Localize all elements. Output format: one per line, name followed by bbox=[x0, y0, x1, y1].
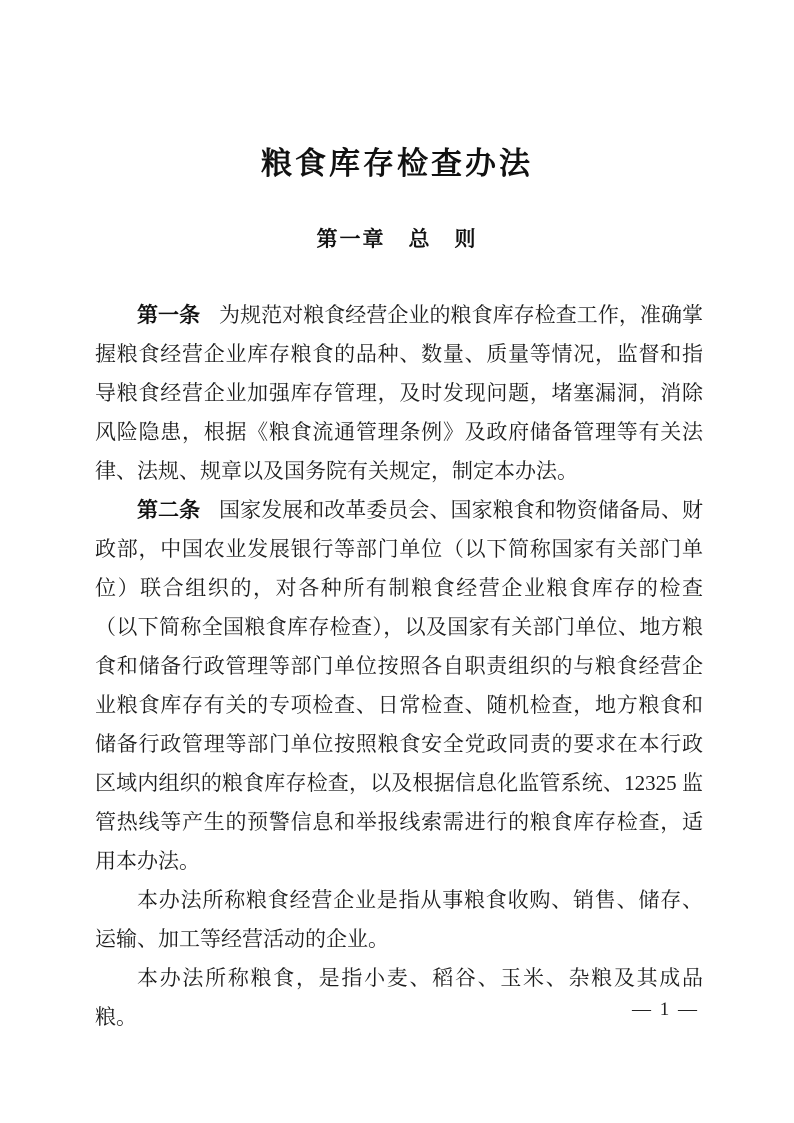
paragraph-3-text: 本办法所称粮食经营企业是指从事粮食收购、销售、储存、运输、加工等经营活动的企业。 bbox=[95, 888, 703, 951]
document-title: 粮食库存检查办法 bbox=[261, 146, 533, 181]
paragraph-article-1 bbox=[95, 296, 703, 491]
article-2-text: 国家发展和改革委员会、国家粮食和物资储备局、财政部，中国农业发展银行等部门单位（以下简称国家有关部门单位）联合组织的，对各种所有制粮食经营企业粮食库存的检查（以下简称全国粮食库存检查），以及国家有关部门单位、地方粮食和储备行政管理等部门单位按照各自职责组织的与粮食经营企业粮食库存有关的专项检查、日常检查、随机检查，地方粮食和储备行政管理等部门单位按照粮食安全党政同责的要求在本行政区域内组织的粮食库存检查，以及根据信息化监管系统、12325 监管热线等产生的预警信息和举报线索需进行的粮食库存检查，适用本办法。 bbox=[95, 498, 704, 873]
paragraph-definition-enterprise bbox=[95, 881, 703, 959]
document-body bbox=[95, 296, 703, 1037]
paragraph-4-text: 本办法所称粮食，是指小麦、稻谷、玉米、杂粮及其成品粮。 bbox=[95, 966, 703, 1029]
chapter-heading: 第一章 总 则 bbox=[316, 228, 478, 251]
article-1-label: 第一条 bbox=[137, 304, 201, 327]
article-1-text: 为规范对粮食经营企业的粮食库存检查工作，准确掌握粮食经营企业库存粮食的品种、数量、质量等情况，监督和指导粮食经营企业加强库存管理，及时发现问题，堵塞漏洞，消除风险隐患，根据《粮食流通管理条例》及政府储备管理等有关法律、法规、规章以及国务院有关规定，制定本办法。 bbox=[95, 303, 704, 483]
paragraph-article-2 bbox=[95, 491, 703, 881]
page-number: — 1 — bbox=[632, 999, 699, 1020]
article-2-label: 第二条 bbox=[137, 499, 201, 522]
paragraph-definition-grain bbox=[95, 959, 703, 1037]
